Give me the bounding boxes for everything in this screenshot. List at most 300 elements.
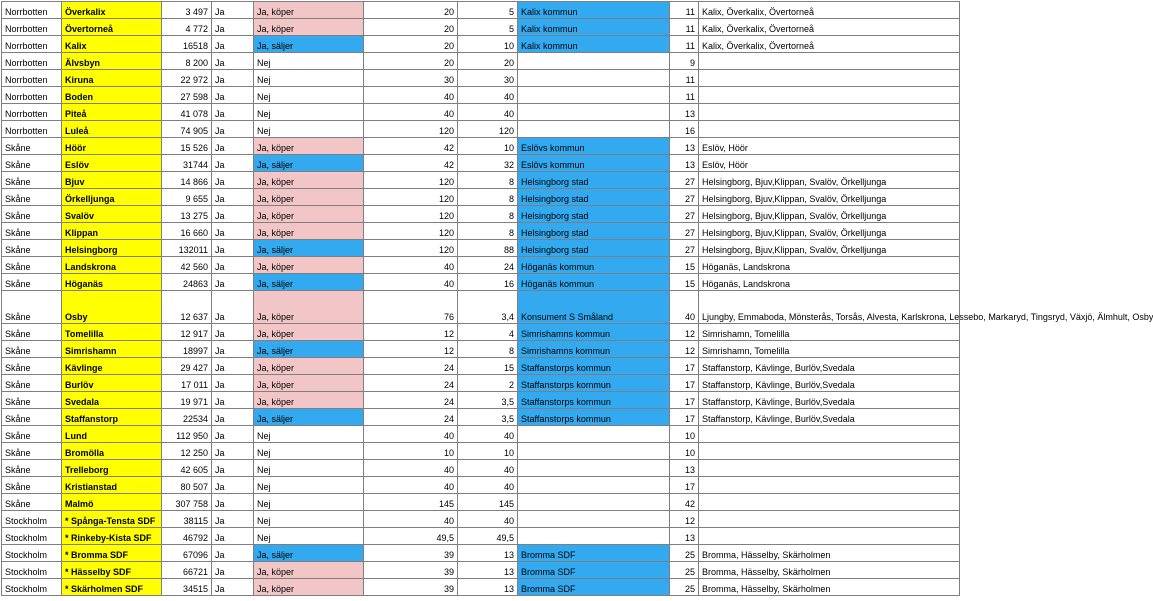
- value-b-cell[interactable]: 40: [458, 104, 518, 121]
- deal-cell[interactable]: Nej: [254, 70, 364, 87]
- region-cell[interactable]: Norrbotten: [2, 36, 62, 53]
- region-cell[interactable]: Skåne: [2, 223, 62, 240]
- group-cell[interactable]: [699, 87, 960, 104]
- municipality-cell[interactable]: Osby: [62, 291, 162, 324]
- deal-cell[interactable]: Ja, köper: [254, 19, 364, 36]
- partner-cell[interactable]: Höganäs kommun: [518, 257, 670, 274]
- deal-cell[interactable]: Nej: [254, 528, 364, 545]
- partner-cell[interactable]: Kalix kommun: [518, 36, 670, 53]
- value-b-cell[interactable]: 40: [458, 477, 518, 494]
- region-cell[interactable]: Skåne: [2, 155, 62, 172]
- group-cell[interactable]: [699, 70, 960, 87]
- region-cell[interactable]: Skåne: [2, 341, 62, 358]
- value-b-cell[interactable]: 40: [458, 511, 518, 528]
- value-a-cell[interactable]: 40: [364, 104, 458, 121]
- value-a-cell[interactable]: 39: [364, 579, 458, 596]
- population-cell[interactable]: 14 866: [162, 172, 212, 189]
- group-cell[interactable]: Bromma, Hässelby, Skärholmen: [699, 545, 960, 562]
- municipality-cell[interactable]: Övertorneå: [62, 19, 162, 36]
- partner-cell[interactable]: Staffanstorps kommun: [518, 358, 670, 375]
- group-cell[interactable]: Staffanstorp, Kävlinge, Burlöv,Svedala: [699, 409, 960, 426]
- municipality-cell[interactable]: Trelleborg: [62, 460, 162, 477]
- municipality-cell[interactable]: Kristianstad: [62, 477, 162, 494]
- value-b-cell[interactable]: 40: [458, 87, 518, 104]
- number-cell[interactable]: 27: [670, 189, 699, 206]
- partner-cell[interactable]: Staffanstorps kommun: [518, 375, 670, 392]
- number-cell[interactable]: 13: [670, 528, 699, 545]
- region-cell[interactable]: Norrbotten: [2, 53, 62, 70]
- number-cell[interactable]: 11: [670, 70, 699, 87]
- partner-cell[interactable]: Bromma SDF: [518, 545, 670, 562]
- group-cell[interactable]: Staffanstorp, Kävlinge, Burlöv,Svedala: [699, 375, 960, 392]
- municipality-cell[interactable]: Höör: [62, 138, 162, 155]
- value-b-cell[interactable]: 120: [458, 121, 518, 138]
- group-cell[interactable]: [699, 511, 960, 528]
- sell-cell[interactable]: Ja: [212, 579, 254, 596]
- deal-cell[interactable]: Nej: [254, 511, 364, 528]
- population-cell[interactable]: 16518: [162, 36, 212, 53]
- population-cell[interactable]: 13 275: [162, 206, 212, 223]
- deal-cell[interactable]: Ja, köper: [254, 223, 364, 240]
- number-cell[interactable]: 16: [670, 121, 699, 138]
- region-cell[interactable]: Norrbotten: [2, 87, 62, 104]
- number-cell[interactable]: 17: [670, 358, 699, 375]
- municipality-cell[interactable]: * Rinkeby-Kista SDF: [62, 528, 162, 545]
- municipality-cell[interactable]: Malmö: [62, 494, 162, 511]
- number-cell[interactable]: 17: [670, 409, 699, 426]
- value-b-cell[interactable]: 8: [458, 172, 518, 189]
- value-b-cell[interactable]: 13: [458, 562, 518, 579]
- number-cell[interactable]: 42: [670, 494, 699, 511]
- partner-cell[interactable]: Simrishamns kommun: [518, 324, 670, 341]
- deal-cell[interactable]: Nej: [254, 460, 364, 477]
- deal-cell[interactable]: Ja, köper: [254, 375, 364, 392]
- value-b-cell[interactable]: 10: [458, 36, 518, 53]
- region-cell[interactable]: Norrbotten: [2, 19, 62, 36]
- deal-cell[interactable]: Nej: [254, 104, 364, 121]
- value-b-cell[interactable]: 32: [458, 155, 518, 172]
- population-cell[interactable]: 42 560: [162, 257, 212, 274]
- deal-cell[interactable]: Ja, säljer: [254, 155, 364, 172]
- sell-cell[interactable]: Ja: [212, 545, 254, 562]
- partner-cell[interactable]: Bromma SDF: [518, 579, 670, 596]
- number-cell[interactable]: 10: [670, 443, 699, 460]
- sell-cell[interactable]: Ja: [212, 172, 254, 189]
- number-cell[interactable]: 27: [670, 172, 699, 189]
- region-cell[interactable]: Norrbotten: [2, 121, 62, 138]
- partner-cell[interactable]: [518, 460, 670, 477]
- population-cell[interactable]: 9 655: [162, 189, 212, 206]
- number-cell[interactable]: 9: [670, 53, 699, 70]
- region-cell[interactable]: Skåne: [2, 494, 62, 511]
- sell-cell[interactable]: Ja: [212, 70, 254, 87]
- population-cell[interactable]: 34515: [162, 579, 212, 596]
- municipality-cell[interactable]: Bjuv: [62, 172, 162, 189]
- number-cell[interactable]: 12: [670, 324, 699, 341]
- sell-cell[interactable]: Ja: [212, 121, 254, 138]
- group-cell[interactable]: Helsingborg, Bjuv,Klippan, Svalöv, Örkelljunga: [699, 240, 960, 257]
- group-cell[interactable]: [699, 460, 960, 477]
- region-cell[interactable]: Skåne: [2, 138, 62, 155]
- value-a-cell[interactable]: 120: [364, 172, 458, 189]
- population-cell[interactable]: 22534: [162, 409, 212, 426]
- value-a-cell[interactable]: 40: [364, 257, 458, 274]
- municipality-cell[interactable]: Lund: [62, 426, 162, 443]
- partner-cell[interactable]: [518, 528, 670, 545]
- region-cell[interactable]: Skåne: [2, 392, 62, 409]
- group-cell[interactable]: [699, 104, 960, 121]
- population-cell[interactable]: 27 598: [162, 87, 212, 104]
- number-cell[interactable]: 11: [670, 36, 699, 53]
- number-cell[interactable]: 25: [670, 562, 699, 579]
- value-b-cell[interactable]: 40: [458, 426, 518, 443]
- number-cell[interactable]: 25: [670, 545, 699, 562]
- partner-cell[interactable]: Helsingborg stad: [518, 206, 670, 223]
- municipality-cell[interactable]: Staffanstorp: [62, 409, 162, 426]
- population-cell[interactable]: 4 772: [162, 19, 212, 36]
- municipality-cell[interactable]: * Hässelby SDF: [62, 562, 162, 579]
- value-a-cell[interactable]: 42: [364, 155, 458, 172]
- sell-cell[interactable]: Ja: [212, 53, 254, 70]
- municipality-cell[interactable]: Simrishamn: [62, 341, 162, 358]
- deal-cell[interactable]: Nej: [254, 443, 364, 460]
- partner-cell[interactable]: [518, 70, 670, 87]
- sell-cell[interactable]: Ja: [212, 291, 254, 324]
- group-cell[interactable]: Höganäs, Landskrona: [699, 257, 960, 274]
- municipality-cell[interactable]: Svedala: [62, 392, 162, 409]
- partner-cell[interactable]: Simrishamns kommun: [518, 341, 670, 358]
- value-a-cell[interactable]: 20: [364, 36, 458, 53]
- region-cell[interactable]: Skåne: [2, 443, 62, 460]
- value-b-cell[interactable]: 8: [458, 189, 518, 206]
- value-a-cell[interactable]: 76: [364, 291, 458, 324]
- value-b-cell[interactable]: 10: [458, 443, 518, 460]
- deal-cell[interactable]: Ja, säljer: [254, 274, 364, 291]
- population-cell[interactable]: 24863: [162, 274, 212, 291]
- region-cell[interactable]: Skåne: [2, 477, 62, 494]
- number-cell[interactable]: 27: [670, 206, 699, 223]
- group-cell[interactable]: Helsingborg, Bjuv,Klippan, Svalöv, Örkelljunga: [699, 172, 960, 189]
- value-a-cell[interactable]: 20: [364, 2, 458, 19]
- group-cell[interactable]: [699, 528, 960, 545]
- deal-cell[interactable]: Ja, köper: [254, 579, 364, 596]
- group-cell[interactable]: [699, 443, 960, 460]
- sell-cell[interactable]: Ja: [212, 392, 254, 409]
- sell-cell[interactable]: Ja: [212, 19, 254, 36]
- sell-cell[interactable]: Ja: [212, 240, 254, 257]
- value-a-cell[interactable]: 12: [364, 341, 458, 358]
- region-cell[interactable]: Norrbotten: [2, 70, 62, 87]
- municipality-cell[interactable]: * Bromma SDF: [62, 545, 162, 562]
- sell-cell[interactable]: Ja: [212, 36, 254, 53]
- population-cell[interactable]: 3 497: [162, 2, 212, 19]
- population-cell[interactable]: 42 605: [162, 460, 212, 477]
- sell-cell[interactable]: Ja: [212, 358, 254, 375]
- value-a-cell[interactable]: 40: [364, 274, 458, 291]
- partner-cell[interactable]: [518, 511, 670, 528]
- sell-cell[interactable]: Ja: [212, 257, 254, 274]
- sell-cell[interactable]: Ja: [212, 104, 254, 121]
- partner-cell[interactable]: Helsingborg stad: [518, 223, 670, 240]
- deal-cell[interactable]: Nej: [254, 477, 364, 494]
- partner-cell[interactable]: Staffanstorps kommun: [518, 392, 670, 409]
- region-cell[interactable]: Skåne: [2, 291, 62, 324]
- region-cell[interactable]: Skåne: [2, 358, 62, 375]
- population-cell[interactable]: 12 637: [162, 291, 212, 324]
- group-cell[interactable]: Ljungby, Emmaboda, Mönsterås, Torsås, Alvesta, Karlskrona, Lessebo, Markaryd, Tingsryd, Växjö, Älmhult, Osby: [699, 291, 960, 324]
- municipality-cell[interactable]: Landskrona: [62, 257, 162, 274]
- partner-cell[interactable]: Kalix kommun: [518, 19, 670, 36]
- population-cell[interactable]: 31744: [162, 155, 212, 172]
- partner-cell[interactable]: [518, 443, 670, 460]
- partner-cell[interactable]: Eslövs kommun: [518, 138, 670, 155]
- value-a-cell[interactable]: 20: [364, 53, 458, 70]
- sell-cell[interactable]: Ja: [212, 2, 254, 19]
- value-a-cell[interactable]: 40: [364, 477, 458, 494]
- group-cell[interactable]: Simrishamn, Tomelilla: [699, 324, 960, 341]
- group-cell[interactable]: Helsingborg, Bjuv,Klippan, Svalöv, Örkelljunga: [699, 223, 960, 240]
- municipality-cell[interactable]: * Skärholmen SDF: [62, 579, 162, 596]
- sell-cell[interactable]: Ja: [212, 138, 254, 155]
- region-cell[interactable]: Skåne: [2, 189, 62, 206]
- value-b-cell[interactable]: 8: [458, 341, 518, 358]
- value-b-cell[interactable]: 16: [458, 274, 518, 291]
- value-b-cell[interactable]: 88: [458, 240, 518, 257]
- deal-cell[interactable]: Ja, köper: [254, 206, 364, 223]
- value-a-cell[interactable]: 40: [364, 460, 458, 477]
- value-a-cell[interactable]: 120: [364, 189, 458, 206]
- sell-cell[interactable]: Ja: [212, 155, 254, 172]
- value-a-cell[interactable]: 24: [364, 375, 458, 392]
- deal-cell[interactable]: Nej: [254, 494, 364, 511]
- deal-cell[interactable]: Ja, köper: [254, 358, 364, 375]
- partner-cell[interactable]: Helsingborg stad: [518, 189, 670, 206]
- number-cell[interactable]: 27: [670, 240, 699, 257]
- value-a-cell[interactable]: 39: [364, 562, 458, 579]
- group-cell[interactable]: [699, 477, 960, 494]
- population-cell[interactable]: 307 758: [162, 494, 212, 511]
- deal-cell[interactable]: Nej: [254, 87, 364, 104]
- number-cell[interactable]: 13: [670, 155, 699, 172]
- population-cell[interactable]: 8 200: [162, 53, 212, 70]
- deal-cell[interactable]: Ja, köper: [254, 291, 364, 324]
- group-cell[interactable]: Simrishamn, Tomelilla: [699, 341, 960, 358]
- partner-cell[interactable]: Kalix kommun: [518, 2, 670, 19]
- number-cell[interactable]: 40: [670, 291, 699, 324]
- region-cell[interactable]: Stockholm: [2, 545, 62, 562]
- sell-cell[interactable]: Ja: [212, 87, 254, 104]
- municipality-cell[interactable]: Eslöv: [62, 155, 162, 172]
- sell-cell[interactable]: Ja: [212, 409, 254, 426]
- municipality-cell[interactable]: Överkalix: [62, 2, 162, 19]
- municipality-cell[interactable]: Höganäs: [62, 274, 162, 291]
- group-cell[interactable]: Staffanstorp, Kävlinge, Burlöv,Svedala: [699, 358, 960, 375]
- deal-cell[interactable]: Ja, köper: [254, 2, 364, 19]
- population-cell[interactable]: 41 078: [162, 104, 212, 121]
- group-cell[interactable]: Eslöv, Höör: [699, 138, 960, 155]
- number-cell[interactable]: 11: [670, 2, 699, 19]
- region-cell[interactable]: Skåne: [2, 409, 62, 426]
- value-b-cell[interactable]: 13: [458, 579, 518, 596]
- group-cell[interactable]: Höganäs, Landskrona: [699, 274, 960, 291]
- population-cell[interactable]: 46792: [162, 528, 212, 545]
- value-a-cell[interactable]: 120: [364, 121, 458, 138]
- region-cell[interactable]: Stockholm: [2, 579, 62, 596]
- value-a-cell[interactable]: 40: [364, 87, 458, 104]
- population-cell[interactable]: 80 507: [162, 477, 212, 494]
- deal-cell[interactable]: Ja, köper: [254, 172, 364, 189]
- group-cell[interactable]: Eslöv, Höör: [699, 155, 960, 172]
- value-b-cell[interactable]: 3,4: [458, 291, 518, 324]
- sell-cell[interactable]: Ja: [212, 324, 254, 341]
- region-cell[interactable]: Skåne: [2, 172, 62, 189]
- population-cell[interactable]: 112 950: [162, 426, 212, 443]
- value-b-cell[interactable]: 5: [458, 19, 518, 36]
- value-a-cell[interactable]: 42: [364, 138, 458, 155]
- municipality-cell[interactable]: * Spånga-Tensta SDF: [62, 511, 162, 528]
- value-a-cell[interactable]: 40: [364, 426, 458, 443]
- value-b-cell[interactable]: 13: [458, 545, 518, 562]
- region-cell[interactable]: Stockholm: [2, 562, 62, 579]
- value-a-cell[interactable]: 24: [364, 409, 458, 426]
- population-cell[interactable]: 29 427: [162, 358, 212, 375]
- value-b-cell[interactable]: 3,5: [458, 392, 518, 409]
- group-cell[interactable]: Staffanstorp, Kävlinge, Burlöv,Svedala: [699, 392, 960, 409]
- deal-cell[interactable]: Nej: [254, 121, 364, 138]
- group-cell[interactable]: Bromma, Hässelby, Skärholmen: [699, 562, 960, 579]
- municipality-cell[interactable]: Älvsbyn: [62, 53, 162, 70]
- deal-cell[interactable]: Ja, köper: [254, 562, 364, 579]
- municipality-cell[interactable]: Kiruna: [62, 70, 162, 87]
- group-cell[interactable]: [699, 121, 960, 138]
- population-cell[interactable]: 38115: [162, 511, 212, 528]
- number-cell[interactable]: 17: [670, 392, 699, 409]
- value-a-cell[interactable]: 30: [364, 70, 458, 87]
- region-cell[interactable]: Skåne: [2, 257, 62, 274]
- value-a-cell[interactable]: 10: [364, 443, 458, 460]
- population-cell[interactable]: 12 917: [162, 324, 212, 341]
- sell-cell[interactable]: Ja: [212, 375, 254, 392]
- partner-cell[interactable]: [518, 104, 670, 121]
- sell-cell[interactable]: Ja: [212, 511, 254, 528]
- population-cell[interactable]: 16 660: [162, 223, 212, 240]
- partner-cell[interactable]: [518, 121, 670, 138]
- number-cell[interactable]: 25: [670, 579, 699, 596]
- partner-cell[interactable]: Eslövs kommun: [518, 155, 670, 172]
- municipality-cell[interactable]: Helsingborg: [62, 240, 162, 257]
- municipality-cell[interactable]: Tomelilla: [62, 324, 162, 341]
- sell-cell[interactable]: Ja: [212, 460, 254, 477]
- partner-cell[interactable]: [518, 426, 670, 443]
- sell-cell[interactable]: Ja: [212, 494, 254, 511]
- value-b-cell[interactable]: 15: [458, 358, 518, 375]
- partner-cell[interactable]: Staffanstorps kommun: [518, 409, 670, 426]
- deal-cell[interactable]: Ja, köper: [254, 392, 364, 409]
- number-cell[interactable]: 17: [670, 375, 699, 392]
- value-b-cell[interactable]: 49,5: [458, 528, 518, 545]
- group-cell[interactable]: Kalix, Överkalix, Övertorneå: [699, 36, 960, 53]
- population-cell[interactable]: 19 971: [162, 392, 212, 409]
- population-cell[interactable]: 12 250: [162, 443, 212, 460]
- value-b-cell[interactable]: 8: [458, 223, 518, 240]
- population-cell[interactable]: 132011: [162, 240, 212, 257]
- group-cell[interactable]: Helsingborg, Bjuv,Klippan, Svalöv, Örkelljunga: [699, 189, 960, 206]
- sell-cell[interactable]: Ja: [212, 528, 254, 545]
- region-cell[interactable]: Stockholm: [2, 511, 62, 528]
- sell-cell[interactable]: Ja: [212, 341, 254, 358]
- group-cell[interactable]: [699, 53, 960, 70]
- value-a-cell[interactable]: 120: [364, 223, 458, 240]
- deal-cell[interactable]: Ja, säljer: [254, 545, 364, 562]
- sell-cell[interactable]: Ja: [212, 274, 254, 291]
- municipality-cell[interactable]: Piteå: [62, 104, 162, 121]
- number-cell[interactable]: 13: [670, 460, 699, 477]
- sell-cell[interactable]: Ja: [212, 443, 254, 460]
- value-b-cell[interactable]: 10: [458, 138, 518, 155]
- value-b-cell[interactable]: 30: [458, 70, 518, 87]
- value-a-cell[interactable]: 20: [364, 19, 458, 36]
- number-cell[interactable]: 12: [670, 511, 699, 528]
- value-b-cell[interactable]: 20: [458, 53, 518, 70]
- value-b-cell[interactable]: 5: [458, 2, 518, 19]
- value-b-cell[interactable]: 24: [458, 257, 518, 274]
- region-cell[interactable]: Skåne: [2, 426, 62, 443]
- partner-cell[interactable]: [518, 494, 670, 511]
- population-cell[interactable]: 66721: [162, 562, 212, 579]
- value-a-cell[interactable]: 120: [364, 206, 458, 223]
- value-a-cell[interactable]: 49,5: [364, 528, 458, 545]
- sell-cell[interactable]: Ja: [212, 189, 254, 206]
- group-cell[interactable]: Helsingborg, Bjuv,Klippan, Svalöv, Örkelljunga: [699, 206, 960, 223]
- number-cell[interactable]: 17: [670, 477, 699, 494]
- sell-cell[interactable]: Ja: [212, 206, 254, 223]
- region-cell[interactable]: Norrbotten: [2, 104, 62, 121]
- municipality-cell[interactable]: Örkelljunga: [62, 189, 162, 206]
- group-cell[interactable]: [699, 494, 960, 511]
- region-cell[interactable]: Norrbotten: [2, 2, 62, 19]
- deal-cell[interactable]: Ja, köper: [254, 257, 364, 274]
- population-cell[interactable]: 22 972: [162, 70, 212, 87]
- population-cell[interactable]: 74 905: [162, 121, 212, 138]
- municipality-cell[interactable]: Kävlinge: [62, 358, 162, 375]
- group-cell[interactable]: Kalix, Överkalix, Övertorneå: [699, 19, 960, 36]
- partner-cell[interactable]: Helsingborg stad: [518, 172, 670, 189]
- municipality-cell[interactable]: Svalöv: [62, 206, 162, 223]
- value-a-cell[interactable]: 40: [364, 511, 458, 528]
- deal-cell[interactable]: Ja, säljer: [254, 240, 364, 257]
- municipality-cell[interactable]: Boden: [62, 87, 162, 104]
- group-cell[interactable]: [699, 426, 960, 443]
- partner-cell[interactable]: Konsument S Småland: [518, 291, 670, 324]
- municipality-cell[interactable]: Klippan: [62, 223, 162, 240]
- partner-cell[interactable]: Höganäs kommun: [518, 274, 670, 291]
- value-b-cell[interactable]: 40: [458, 460, 518, 477]
- value-b-cell[interactable]: 8: [458, 206, 518, 223]
- partner-cell[interactable]: [518, 87, 670, 104]
- municipality-cell[interactable]: Bromölla: [62, 443, 162, 460]
- region-cell[interactable]: Skåne: [2, 375, 62, 392]
- municipality-cell[interactable]: Burlöv: [62, 375, 162, 392]
- partner-cell[interactable]: Bromma SDF: [518, 562, 670, 579]
- deal-cell[interactable]: Ja, säljer: [254, 36, 364, 53]
- municipality-cell[interactable]: Luleå: [62, 121, 162, 138]
- number-cell[interactable]: 12: [670, 341, 699, 358]
- value-b-cell[interactable]: 2: [458, 375, 518, 392]
- sell-cell[interactable]: Ja: [212, 477, 254, 494]
- group-cell[interactable]: Kalix, Överkalix, Övertorneå: [699, 2, 960, 19]
- sell-cell[interactable]: Ja: [212, 223, 254, 240]
- deal-cell[interactable]: Nej: [254, 426, 364, 443]
